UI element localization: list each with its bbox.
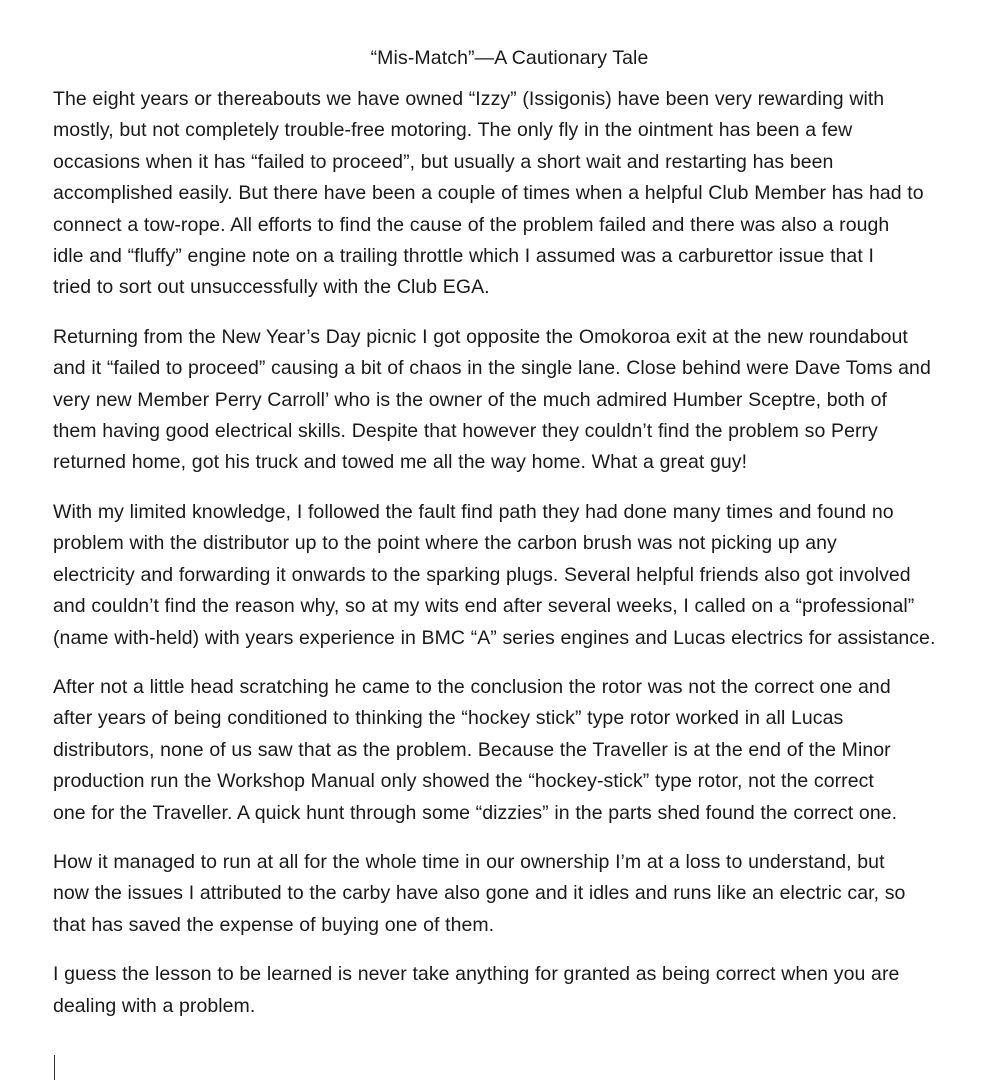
text-line: mostly, but not completely trouble-free motoring. The only fly in the ointment has been a few: [53, 119, 853, 142]
text-line: returned home, got his truck and towed me all the way home. What a great guy!: [53, 451, 748, 474]
paragraph-6: [53, 959, 966, 1022]
text-line: With my limited knowledge, I followed the fault find path they had done many times and found no: [53, 500, 894, 523]
paragraph-3: [53, 497, 966, 654]
text-line: dealing with a problem.: [53, 994, 256, 1017]
document-title: “Mis-Match”—A Cautionary Tale: [370, 47, 649, 69]
text-line: After not a little head scratching he came to the conclusion the rotor was not the correct one and: [53, 675, 891, 698]
text-line: tried to sort out unsuccessfully with the Club EGA.: [53, 276, 490, 299]
text-line: problem with the distributor up to the point where the carbon brush was not picking up any: [53, 532, 837, 555]
paragraph-2: [53, 322, 966, 479]
text-line: occasions when it has “failed to proceed”, but usually a short wait and restarting has been: [53, 150, 834, 173]
text-line: very new Member Perry Carroll’ who is the owner of the much admired Humber Sceptre, both of: [53, 388, 887, 411]
text-line: that has saved the expense of buying one of them.: [53, 913, 495, 936]
text-cursor[interactable]: [54, 1055, 55, 1080]
text-line: idle and “fluffy” engine note on a trailing throttle which I assumed was a carburettor issue that I: [53, 245, 874, 268]
text-line: electricity and forwarding it onwards to the sparking plugs. Several helpful friends also got involved: [53, 563, 911, 586]
text-line: production run the Workshop Manual only showed the “hockey-stick” type rotor, not the correct: [53, 770, 874, 793]
text-line: The eight years or thereabouts we have owned “Izzy” (Issigonis) have been very rewarding with: [53, 88, 885, 110]
paragraph-5: [53, 847, 966, 941]
text-line: connect a tow-rope. All efforts to find the cause of the problem failed and there was also a rough: [53, 213, 890, 236]
text-line: one for the Traveller. A quick hunt through some “dizzies” in the parts shed found the correct one.: [53, 801, 898, 824]
text-line: and couldn’t find the reason why, so at my wits end after several weeks, I called on a “professional”: [53, 595, 915, 618]
text-line: (name with-held) with years experience in BMC “A” series engines and Lucas electrics for assistance.: [53, 626, 936, 649]
text-line: and it “failed to proceed” causing a bit of chaos in the single lane. Close behind were Dave Toms and: [53, 357, 931, 380]
text-line: Returning from the New Year’s Day picnic I got opposite the Omokoroa exit at the new roundabout: [53, 325, 908, 348]
paragraph-4: [53, 672, 966, 829]
text-line: I guess the lesson to be learned is never take anything for granted as being correct when you are: [53, 963, 900, 986]
text-line: them having good electrical skills. Despite that however they couldn’t find the problem so Perry: [53, 420, 878, 443]
text-line: now the issues I attributed to the carby have also gone and it idles and runs like an electric car, so: [53, 882, 906, 905]
text-line: How it managed to run at all for the whole time in our ownership I’m at a loss to understand, but: [53, 850, 885, 873]
text-line: after years of being conditioned to thinking the “hockey stick” type rotor worked in all Lucas: [53, 707, 844, 730]
text-line: distributors, none of us saw that as the problem. Because the Traveller is at the end of the Minor: [53, 738, 891, 761]
paragraph-1: [53, 84, 966, 304]
text-line: accomplished easily. But there have been a couple of times when a helpful Club Member has had to: [53, 182, 924, 205]
